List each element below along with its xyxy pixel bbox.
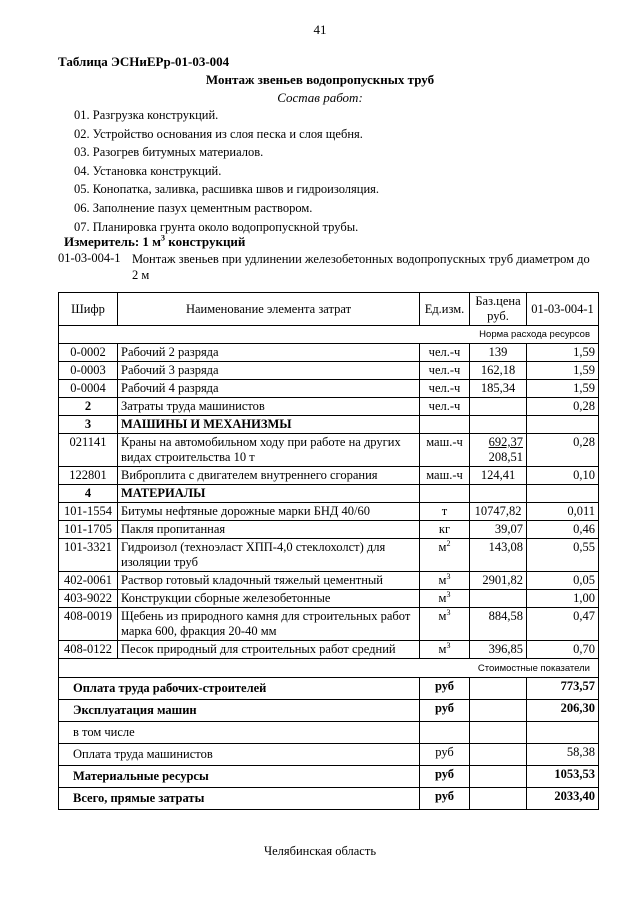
cost-empty	[470, 766, 527, 788]
cell-name: Затраты труда машинистов	[118, 398, 420, 416]
cell-code: 101-3321	[59, 539, 118, 572]
cost-value: 1053,53	[527, 766, 599, 788]
table-row	[59, 641, 599, 659]
works-title: Состав работ:	[277, 90, 363, 105]
cell-unit: чел.-ч	[420, 344, 470, 362]
unit-sup: 3	[446, 640, 451, 650]
cell-unit	[420, 521, 470, 539]
cell-value	[527, 485, 599, 503]
cell-value: 0,47	[527, 608, 599, 641]
cell-price: 396,85	[470, 641, 527, 659]
cell-name: Щебень из природного камня для строительных работ марка 600, фракция 20-40 мм	[118, 608, 420, 641]
work-item: 03. Разогрев битумных материалов.	[74, 145, 264, 160]
cell-name: Краны на автомобильном ходу при работе на других видах строительства 10 т	[118, 434, 420, 467]
cell-value	[527, 416, 599, 434]
cell-code: 101-1705	[59, 521, 118, 539]
cell-price: 10747,82	[470, 503, 527, 521]
price-secondary: 208,51	[488, 450, 523, 464]
section-title: МАШИНЫ И МЕХАНИЗМЫ	[118, 416, 420, 434]
cell-value: 0,70	[527, 641, 599, 659]
cost-value: 206,30	[527, 700, 599, 722]
cell-unit: чел.-ч	[420, 362, 470, 380]
cell-name: Песок природный для строительных работ средний	[118, 641, 420, 659]
table-row	[59, 398, 599, 416]
cost-empty	[470, 700, 527, 722]
cell-price	[470, 590, 527, 608]
cost-unit: руб	[420, 788, 470, 810]
cost-row	[59, 722, 599, 744]
work-item: 05. Конопатка, заливка, расшивка швов и гидроизоляция.	[74, 182, 380, 197]
cell-value: 0,28	[527, 434, 599, 467]
unit-sup: 3	[446, 607, 451, 617]
work-item: 04. Установка конструкций.	[74, 163, 222, 178]
cost-row	[59, 700, 599, 722]
cell-name: Рабочий 2 разряда	[118, 344, 420, 362]
cost-value: 2033,40	[527, 788, 599, 810]
cost-name: Оплата труда машинистов	[59, 744, 420, 766]
col-header-price: Баз.цена руб.	[470, 293, 527, 326]
cost-empty	[470, 788, 527, 810]
unit-text: м	[438, 591, 447, 605]
cell-price: 143,08	[470, 539, 527, 572]
cell-name: Виброплита с двигателем внутреннего сгорания	[118, 467, 420, 485]
cell-price: 39,07	[470, 521, 527, 539]
cost-value: 773,57	[527, 678, 599, 700]
meter-sup: 3	[161, 233, 166, 243]
table-header-row	[59, 293, 599, 326]
work-item: 06. Заполнение пазух цементным раствором.	[74, 200, 313, 215]
item-code: 01-03-004-1	[58, 251, 121, 265]
cell-unit	[420, 590, 470, 608]
cell-unit: маш.-ч	[420, 467, 470, 485]
cell-code: 122801	[59, 467, 118, 485]
cell-name: Раствор готовый кладочный тяжелый цементный	[118, 572, 420, 590]
works-list	[74, 106, 379, 236]
cell-code: 0-0003	[59, 362, 118, 380]
cost-name: Эксплуатация машин	[59, 700, 420, 722]
table-row	[59, 467, 599, 485]
cost-unit: руб	[420, 766, 470, 788]
cost-name: Оплата труда рабочих-строителей	[59, 678, 420, 700]
norms-table	[58, 292, 599, 810]
cell-name: Рабочий 4 разряда	[118, 380, 420, 398]
cell-code: 403-9022	[59, 590, 118, 608]
measurement-unit	[64, 234, 245, 250]
cell-price	[470, 485, 527, 503]
cost-unit	[420, 722, 470, 744]
cell-price	[470, 434, 527, 467]
cell-value: 1,59	[527, 344, 599, 362]
cell-unit	[420, 539, 470, 572]
cost-name: в том числе	[59, 722, 420, 744]
cell-code: 4	[59, 485, 118, 503]
cell-unit	[420, 416, 470, 434]
section-heading: Монтаж звеньев водопропускных труб	[205, 72, 435, 87]
meter-suffix: конструкций	[165, 234, 246, 249]
resource-norm-label: Норма расхода ресурсов	[59, 326, 599, 344]
cell-unit	[420, 641, 470, 659]
table-row	[59, 362, 599, 380]
cost-unit: руб	[420, 744, 470, 766]
cell-price: 185,34	[470, 380, 527, 398]
col-header-code: Шифр	[59, 293, 118, 326]
section-row	[59, 416, 599, 434]
cell-price	[470, 416, 527, 434]
col-header-unit: Ед.изм.	[420, 293, 470, 326]
cell-value: 1,59	[527, 380, 599, 398]
col-header-name: Наименование элемента затрат	[118, 293, 420, 326]
cost-name: Материальные ресурсы	[59, 766, 420, 788]
cost-value	[527, 722, 599, 744]
unit-sup: 3	[446, 589, 451, 599]
cell-price	[470, 398, 527, 416]
cell-value: 0,28	[527, 398, 599, 416]
cell-value: 0,46	[527, 521, 599, 539]
cell-unit	[420, 608, 470, 641]
cell-name: Пакля пропитанная	[118, 521, 420, 539]
cost-empty	[470, 744, 527, 766]
work-item: 02. Устройство основания из слоя песка и слоя щебня.	[74, 126, 363, 141]
unit-text: м	[438, 609, 447, 623]
work-item: 01. Разгрузка конструкций.	[74, 108, 219, 122]
unit-text: м	[438, 540, 447, 554]
table-row	[59, 590, 599, 608]
cell-code: 101-1554	[59, 503, 118, 521]
cost-label: Стоимостные показатели	[59, 659, 599, 678]
cost-unit: руб	[420, 678, 470, 700]
cell-value: 0,05	[527, 572, 599, 590]
cost-row	[59, 744, 599, 766]
cell-value: 1,00	[527, 590, 599, 608]
item-description: Монтаж звеньев при удлинении железобетонных водопропускных труб диаметром до 2 м	[132, 252, 590, 282]
work-item: 07. Планировка грунта около водопропускной трубы.	[74, 219, 359, 234]
table-row	[59, 503, 599, 521]
cell-value: 0,10	[527, 467, 599, 485]
cell-value: 0,011	[527, 503, 599, 521]
footer-region: Челябинская область	[263, 844, 377, 858]
table-title: Таблица ЭСНиЕРр-01-03-004	[58, 54, 230, 69]
section-row	[59, 485, 599, 503]
section-title: МАТЕРИАЛЫ	[118, 485, 420, 503]
cell-unit: маш.-ч	[420, 434, 470, 467]
cell-unit: чел.-ч	[420, 398, 470, 416]
cell-price: 2901,82	[470, 572, 527, 590]
cell-name: Гидроизол (техноэласт ХПП-4,0 стеклохолст) для изоляции труб	[118, 539, 420, 572]
page-number: 41	[313, 22, 327, 37]
meter-prefix: Измеритель: 1 м	[64, 234, 162, 249]
cell-price: 884,58	[470, 608, 527, 641]
cell-price: 162,18	[470, 362, 527, 380]
cell-code: 2	[59, 398, 118, 416]
cell-unit	[420, 485, 470, 503]
unit-text: кг	[438, 522, 451, 536]
cell-unit: чел.-ч	[420, 380, 470, 398]
cost-row	[59, 678, 599, 700]
cell-price: 124,41	[470, 467, 527, 485]
cell-code: 021141	[59, 434, 118, 467]
cell-name: Конструкции сборные железобетонные	[118, 590, 420, 608]
cost-empty	[470, 722, 527, 744]
table-row	[59, 521, 599, 539]
cost-row	[59, 788, 599, 810]
cell-code: 3	[59, 416, 118, 434]
price-primary: 692,37	[488, 435, 523, 449]
unit-text: т	[441, 504, 448, 518]
cell-name: Рабочий 3 разряда	[118, 362, 420, 380]
col-header-norm: 01-03-004-1	[527, 293, 599, 326]
cell-price: 139	[470, 344, 527, 362]
cell-code: 402-0061	[59, 572, 118, 590]
table-row	[59, 380, 599, 398]
cell-value: 0,55	[527, 539, 599, 572]
cost-name: Всего, прямые затраты	[59, 788, 420, 810]
cell-code: 0-0004	[59, 380, 118, 398]
table-row	[59, 344, 599, 362]
table-row	[59, 434, 599, 467]
cell-unit	[420, 503, 470, 521]
cell-code: 0-0002	[59, 344, 118, 362]
cost-value: 58,38	[527, 744, 599, 766]
cell-unit	[420, 572, 470, 590]
unit-text: м	[438, 642, 447, 656]
cost-empty	[470, 678, 527, 700]
cell-code: 408-0019	[59, 608, 118, 641]
cell-name: Битумы нефтяные дорожные марки БНД 40/60	[118, 503, 420, 521]
cost-unit: руб	[420, 700, 470, 722]
cell-code: 408-0122	[59, 641, 118, 659]
table-row	[59, 608, 599, 641]
table-row	[59, 539, 599, 572]
cost-label-row	[59, 659, 599, 678]
unit-sup: 2	[446, 538, 451, 548]
table-row	[59, 572, 599, 590]
unit-text: м	[438, 573, 447, 587]
cost-row	[59, 766, 599, 788]
unit-sup: 3	[446, 571, 451, 581]
resource-norm-row	[59, 326, 599, 344]
cell-value: 1,59	[527, 362, 599, 380]
